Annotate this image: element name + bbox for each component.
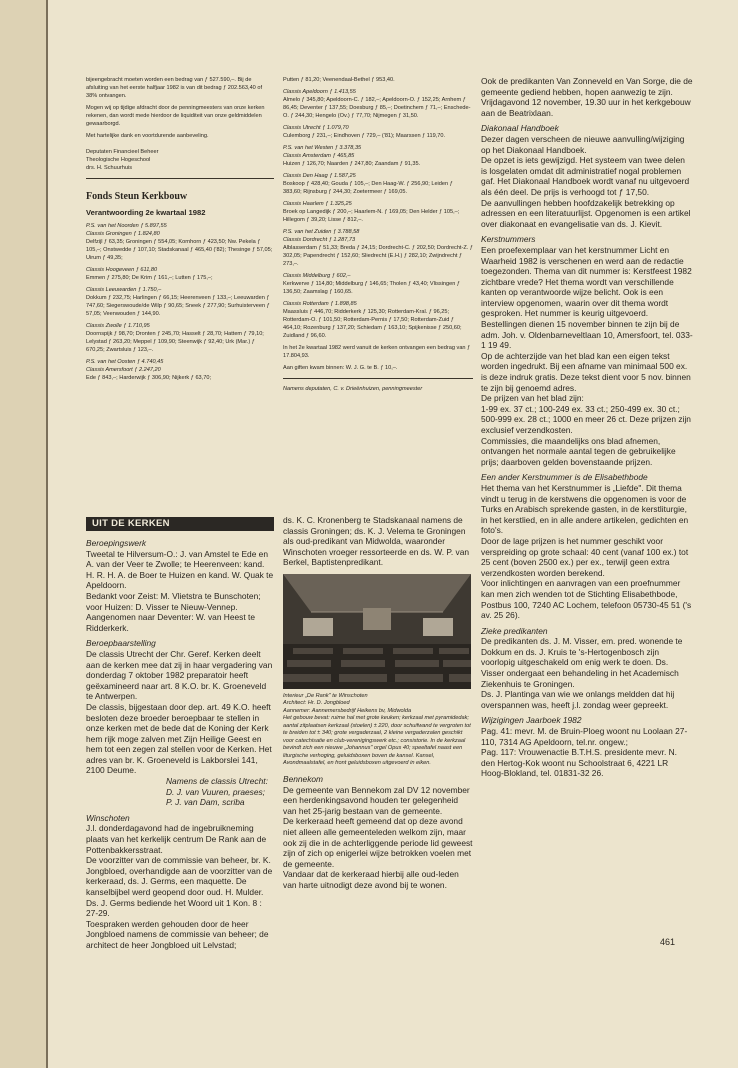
caption-line: Aannemer: Aannemersbedrijf Heikens bv, Midwolda: [283, 707, 412, 714]
paragraph: In het 2e kwartaal 1982 werd vanuit de kerken ontvangen een bedrag van ƒ 17.804,93.: [283, 345, 471, 359]
paragraph: Boskoop ƒ 428,40; Gouda ƒ 105,–; Den Haag-W. ƒ 256,90; Leiden ƒ 383,60; Rijnsburg ƒ 244,30; Zoetermeer ƒ 169,05.: [283, 181, 453, 195]
photo-caption: [283, 693, 473, 768]
paragraph: Dokkum ƒ 232,75; Harlingen ƒ 66,15; Heerenveen ƒ 133,–; Leeuwarden ƒ 747,60; Siegerswoude/de Wilp ƒ 90,65; Sneek ƒ 277,90; Surhuisterveen ƒ 57,05; Veenwouden ƒ 144,90.: [86, 295, 270, 317]
subheading: Classis Leeuwarden ƒ 1.750,–: [86, 287, 162, 293]
subheading: Classis Utrecht ƒ 1.079,70: [283, 125, 349, 131]
subheading: Een ander Kerstnummer is de Elisabethbode: [481, 472, 648, 483]
paragraph: Pag. 117: Vrouwenactie B.T.H.S. presidente mevr. N. den Hertog-Kok woont nu Schoolstraat 6, 4221 LR Hoog-Blokland, tel. 01831-32 26.: [481, 747, 677, 779]
paragraph: Putten ƒ 81,20; Veenendaal-Bethel ƒ 953,40.: [283, 77, 395, 83]
paragraph: Maassluis ƒ 446,70; Ridderkerk ƒ 125,30; Rotterdam-Kral. ƒ 96,25; Rotterdam-O. ƒ 101,50; Rotterdam-Pernis ƒ 17,50; Rotterdam-Zuid ƒ 464,10; Rozenburg ƒ 137,20; Schiedam ƒ 163,10; Spijkenisse ƒ 250,60; Zuidland ƒ 96,60.: [283, 309, 462, 339]
paragraph: Vandaar dat de kerkeraad hierbij alle oud-leden van harte uitnodigt deze avond bij te wonen.: [283, 869, 459, 890]
paragraph: Toespraken werden gehouden door de heer Jongbloed namens de commissie van beheer; de architect de heer Jongbloed uit Lelvstad;: [86, 918, 269, 950]
column-1-bottom: [86, 533, 274, 951]
paragraph: Kerkwerve ƒ 114,80; Middelburg ƒ 146,65; Tholen ƒ 43,40; Vlissingen ƒ 136,50; Zaamslag ƒ 160,65.: [283, 281, 461, 295]
paragraph: 1-99 ex. 37 ct.; 100-249 ex. 33 ct.; 250-499 ex. 30 ct.; 500-999 ex. 28 ct.; 1000 en meer 26 ct. Deze prijzen zijn exclusief verzendkosten.: [481, 403, 691, 435]
subheading: Classis Amsterdam ƒ 465,85: [283, 153, 355, 159]
paragraph: De predikanten ds. J. M. Visser, em. pred. wonende te Dokkum en ds. J. Kruis te 's-Hertogenbosch zijn voorlopig uitgeschakeld om enig werk te doen. Ds. Visser ondergaat een behandeling in het Academisch Ziekenhuis te Groningen.: [481, 636, 683, 689]
paragraph: Dezer dagen verscheen de nieuwe aanvulling/wijziging op het Diakonaal Handboek.: [481, 133, 685, 155]
paragraph: De classis Utrecht der Chr. Geref. Kerken deelt aan de kerken mee dat zij in haar vergadering van donderdag 7 oktober 1982 preparatoir heeft geëxamineerd naar art. 8 K.O. br. K. Groeneveld te Antwerpen.: [86, 648, 273, 702]
subheading: Classis Haarlem ƒ 1.325,25: [283, 201, 352, 207]
caption-line: Architect: Hr. D. Jongbloed: [283, 700, 350, 707]
facing-page-edge: [0, 0, 48, 1068]
paragraph: Culemborg ƒ 231,–; Eindhoven ƒ 729,– ('81); Maarssen ƒ 119,70.: [283, 133, 446, 139]
divider: [86, 178, 274, 179]
paragraph: Broek op Langedijk ƒ 200,–; Haarlem-N. ƒ 169,05; Den Helder ƒ 105,–; Hillegom ƒ 39,20; Lisse ƒ 812,–.: [283, 209, 460, 223]
fonds-signature: Namens deputaten, C. v. Drieënhuizen, penningmeester: [283, 386, 423, 392]
paragraph: Aan giften kwam binnen: W. J. G. te B. ƒ 10,–.: [283, 365, 398, 371]
paragraph: P. J. van Dam, scriba: [166, 797, 245, 808]
subheading: Bennekom: [283, 773, 324, 784]
subheading: Classis Middelburg ƒ 602,–: [283, 273, 351, 279]
paragraph: Doornspijk ƒ 98,70; Dronten ƒ 245,70; Hasselt ƒ 28,70; Hattem ƒ 79,10; Lelystad ƒ 263,20; Meppel ƒ 109,90; Steenwijk ƒ 92,40; Urk (Mar.) ƒ 670,25; Zwartsluis ƒ 123,–.: [86, 331, 264, 353]
paragraph: De prijzen van het blad zijn:: [481, 393, 584, 404]
subheading: Winschoten: [86, 812, 130, 823]
caption-line: Het gebouw bevat: ruime hal met grote keuken; kerkzaal met pyramidedak; aantal zitplaatsen kerkzaal (stoelen) ± 220, door schuifwand te vergroten tot te breiden tot ± 340; grote vergaderzaal, 2 kleine vergaderzalen geschikt voor catechisatie en club-verenigingswerk etc.; consistorie. In de kerkzaal bevindt zich een nieuwe „Johannus" orgel Opus 40; speeltafel naast een liturgische verhoging, geluidsboxen boven de kansel. Kansel, Avondmaalstafel, en front geluidsboxen uitgevoerd in eiken.: [283, 715, 471, 767]
paragraph: bijeengebracht moeten worden een bedrag van ƒ 527.590,–. Bij de afsluiting van het eerste halfjaar 1982 is van dit bedrag ƒ 202.563,40 of 38% ontvangen.: [86, 77, 263, 99]
divider: [283, 378, 473, 379]
signature-line: Deputaten Financieel Beheer: [86, 149, 159, 155]
signature-line: drs. H. Schuurhuis: [86, 165, 133, 171]
paragraph: Almelo ƒ 345,80; Apeldoorn-C. ƒ 182,–; Apeldoorn-O. ƒ 152,25; Arnhem ƒ 86,45; Deventer ƒ 137,55; Doesburg ƒ 85,–; Doetinchem ƒ 71,–; Enschede-O. ƒ 244,30; Hengelo (Ov.) ƒ 77,70; Nijmegen ƒ 31,50.: [283, 97, 471, 119]
subheading: Classis Amersfoort ƒ 2.247,20: [86, 367, 161, 373]
subheading: Classis Rotterdam ƒ 1.898,85: [283, 301, 357, 307]
subheading: Classis Zwolle ƒ 1.710,95: [86, 323, 150, 329]
subheading: P.S. van het Oosten ƒ 4.740,45: [86, 359, 164, 365]
subheading: Classis Den Haag ƒ 1.587,25: [283, 173, 356, 179]
paragraph: Huizen ƒ 126,70; Naarden ƒ 247,80; Zaandam ƒ 91,35.: [283, 161, 421, 167]
fonds-subtitle: Verantwoording 2e kwartaal 1982: [86, 208, 206, 217]
paragraph: Op de achterzijde van het blad kan een eigen tekst worden ingedrukt. Bij een afname van minimaal 500 ex. is deze indruk gratis. Deze tekst dient voor 5 nov. binnen te zijn bij genoemd adres.: [481, 350, 691, 393]
paragraph: De classis, bijgestaan door dep. art. 49 K.O. heeft besloten deze broeder beroepbaar te stellen in onze kerken met de bede dat de Koning der Kerk hem rijk moge zalven met Zijn Heilige Geest en hem tot een zegen zal stellen voor de Kerken. Het adres van br. K. Groeneveld is Lakborslei 141, 2100 Deume.: [86, 701, 272, 776]
paragraph: Alblasserdam ƒ 51,33; Breda ƒ 24,15; Dordrecht-C. ƒ 202,50; Dordrecht-Z. ƒ 302,05; Papendrecht ƒ 152,60; Sliedrecht (E.H.) ƒ 282,10; Zwijndrecht ƒ 273,–.: [283, 245, 473, 267]
paragraph: D. J. van Vuuren, praeses;: [166, 786, 266, 797]
subheading: Beroepingswerk: [86, 538, 147, 548]
paragraph: De opzet is iets gewijzigd. Het systeem van twee delen is losgelaten omdat dit administratief nogal problemen gaf. Het Diakonaal Handboek wordt vanaf nu uitgevoerd als één deel. De prijs is verhoogd tot ƒ 17,50.: [481, 155, 690, 197]
column-2-top: [283, 76, 473, 397]
kronenberg-paragraph: ds. K. C. Kronenberg te Stadskanaal namens de classis Groningen; ds. K. J. Velema te Groningen als oud-predikant van Midwolda, waaronder Winschoten vroeger ressorteerde en ds. W. P. van Berkel, Baptistenpredikant.: [283, 515, 470, 568]
caption-line: Interieur „De Rank" te Winschoten: [283, 692, 368, 699]
subheading: P.S. van het Westen ƒ 3.378,35: [283, 145, 362, 151]
paragraph: De gemeente van Bennekom zal DV 12 november een herdenkingsavond houden ter gelegenheid van het 25-jarig bestaan van de gemeente.: [283, 784, 470, 816]
subheading: Diakonaal Handboek: [481, 123, 559, 134]
paragraph: Pag. 41: mevr. M. de Bruin-Ploeg woont nu Loolaan 27-110, 7314 AG Apeldoorn, tel.nr. ongew.;: [481, 726, 688, 747]
paragraph: Voor inlichtingen en aanvragen van een proefnummer kan men zich wenden tot de Stichting Elisabethbode, Postbus 100, 7240 AC Lochem, telefoon 05730-45 51 ('s av. 25 26).: [481, 578, 692, 621]
subheading: Classis Groningen ƒ 1.824,80: [86, 231, 160, 237]
subheading: Zieke predikanten: [481, 625, 548, 636]
section-header-uit-de-kerken: UIT DE KERKEN: [86, 517, 274, 531]
column-3: [481, 76, 693, 779]
paragraph: Ede ƒ 843,–; Harderwijk ƒ 306,90; Nijkerk ƒ 63,70;: [86, 375, 211, 381]
column-2-bottom: [283, 515, 473, 891]
paragraph: Namens de classis Utrecht:: [166, 776, 268, 787]
paragraph: Emmen ƒ 275,80; De Krim ƒ 161,–; Lutten ƒ 175,–;: [86, 275, 213, 281]
paragraph: Met hartelijke dank en voortdurende aanbeveling.: [86, 133, 209, 139]
subheading: Kerstnummers: [481, 234, 536, 245]
subheading: Beroepbaarstelling: [86, 638, 156, 649]
church-interior-photo: [283, 574, 471, 689]
signature-line: Theologische Hogeschool: [86, 157, 151, 163]
photo-illustration: [283, 574, 471, 689]
paragraph: De voorzitter van de commissie van beheer, br. K. Jongbloed, overhandigde aan de voorzitter van de kerkeraad, ds. J. Germs, een maquette. De kanselbijbel werd geopend door oud. H. Mulder. Ds. J. Germs bediende het Woord uit 1 Kon. 8 : 27-29.: [86, 855, 273, 919]
paragraph: Mogen wij op tijdige afdracht door de penningmeesters van onze kerken rekenen, dan wordt mede hierdoor de liquiditeit van onze geldmiddelen gewaarborgd.: [86, 105, 265, 127]
paragraph: De aanvullingen hebben hoofdzakelijk betrekking op adressen en een literatuurlijst. Opgenomen is een artikel over diakonaat en evangelisatie van ds. J. Kievit.: [481, 197, 691, 229]
subheading: Wijzigingen Jaarboek 1982: [481, 715, 582, 726]
subheading: Classis Apeldoorn ƒ 1.413,55: [283, 89, 356, 95]
subheading: Classis Dordrecht ƒ 1.287,73: [283, 237, 356, 243]
paragraph: Delfzijl ƒ 63,35; Groningen ƒ 554,05; Kornhorn ƒ 423,50; Nw. Pekela ƒ 105,–; Onstwedde ƒ 107,10; Stadskanaal ƒ 465,40 ('82); Thesinge ƒ 57,05; Uirum ƒ 49,35;: [86, 239, 273, 261]
paragraph: Commissies, die maandelijks ons blad afnemen, ontvangen het normale aantal tegen de gebruikelijke prijs; daarboven gelden bovenstaande prijzen.: [481, 435, 676, 467]
paragraph: J.l. donderdagavond had de ingebruikneming plaats van het kerkelijk centrum De Rank aan de Pottenbakkersstraat.: [86, 823, 267, 855]
paragraph: Door de lage prijzen is het nummer geschikt voor verspreiding op grote schaal: 40 cent (vanaf 100 ex.) tot 25 cent (boven 2500 ex.) per ex., terwijl geen extra verzendkosten worden berekend.: [481, 535, 689, 578]
paragraph: Ds. J. Plantinga van wie we onlangs meldden dat hij overspannen was, heeft j.l. zondag weer gepreekt.: [481, 689, 675, 710]
paragraph: Tweetal te Hilversum-O.: J. van Amstel te Ede en A. van der Veer te Zwolle; te Heerenveen: kand. H. R. H. A. de Boer te Huizen en kand. W. Quak te Apeldoorn.: [86, 548, 274, 591]
subheading: P.S. van het Noorden ƒ 5.897,55: [86, 223, 167, 229]
subheading: Classis Hoogeveen ƒ 611,80: [86, 267, 158, 273]
page-number: 461: [660, 937, 676, 947]
column-1-top: [86, 76, 274, 386]
paragraph: Aangenomen naar Deventer: W. van Heest te Ridderkerk.: [86, 612, 255, 633]
subheading: P.S. van het Zuiden ƒ 3.788,58: [283, 229, 360, 235]
paragraph: Vrijdagavond 12 november, 19.30 uur in het kerkgebouw aan de Beatrixlaan.: [481, 97, 691, 118]
paragraph: Een proefexemplaar van het kerstnummer Licht en Waarheid 1982 is verschenen en werd aan de redactie toegezonden. Thema van dit nummer is: Kerstfeest 1982 zichtbare vrede? Het thema wordt van verschillende kanten op verantwoorde wijze belicht. Ook is een interview opgenomen, waarin over dit thema wordt gesproken. Het nummer is keurig uitgevoerd. Bestellingen dienen 15 november binnen te zijn bij de adm. Joh. v. Oldenbarneveltlaan 10, Amersfoort, tel. 033-1 19 49.: [481, 244, 693, 351]
paragraph: Bedankt voor Zeist: M. Vlietstra te Bunschoten; voor Huizen: D. Visser te Nieuw-Vennep.: [86, 590, 261, 612]
paragraph: Ook de predikanten Van Zonneveld en Van Sorge, die de gemeente gediend hebben, hopen aanwezig te zijn.: [481, 76, 693, 97]
paragraph: De kerkeraad heeft gemeend dat op deze avond niet alleen alle gemeenteleden welkom zijn, maar ook zij die in de achterliggende periode lid geweest zijn of zich op enigerlei wijze betrokken voelen met de gemeente.: [283, 816, 473, 869]
fonds-title: Fonds Steun Kerkbouw: [86, 191, 188, 202]
paragraph: Het thema van het Kerstnummer is „Liefde". Dit thema vindt u terug in de kerstwens die opgenomen is voor de Turks en Arabisch sprekende gasten, in de kerstliturgie, in het kerstlied, en in alle andere artikelen, gedichten en foto's.: [481, 482, 689, 536]
